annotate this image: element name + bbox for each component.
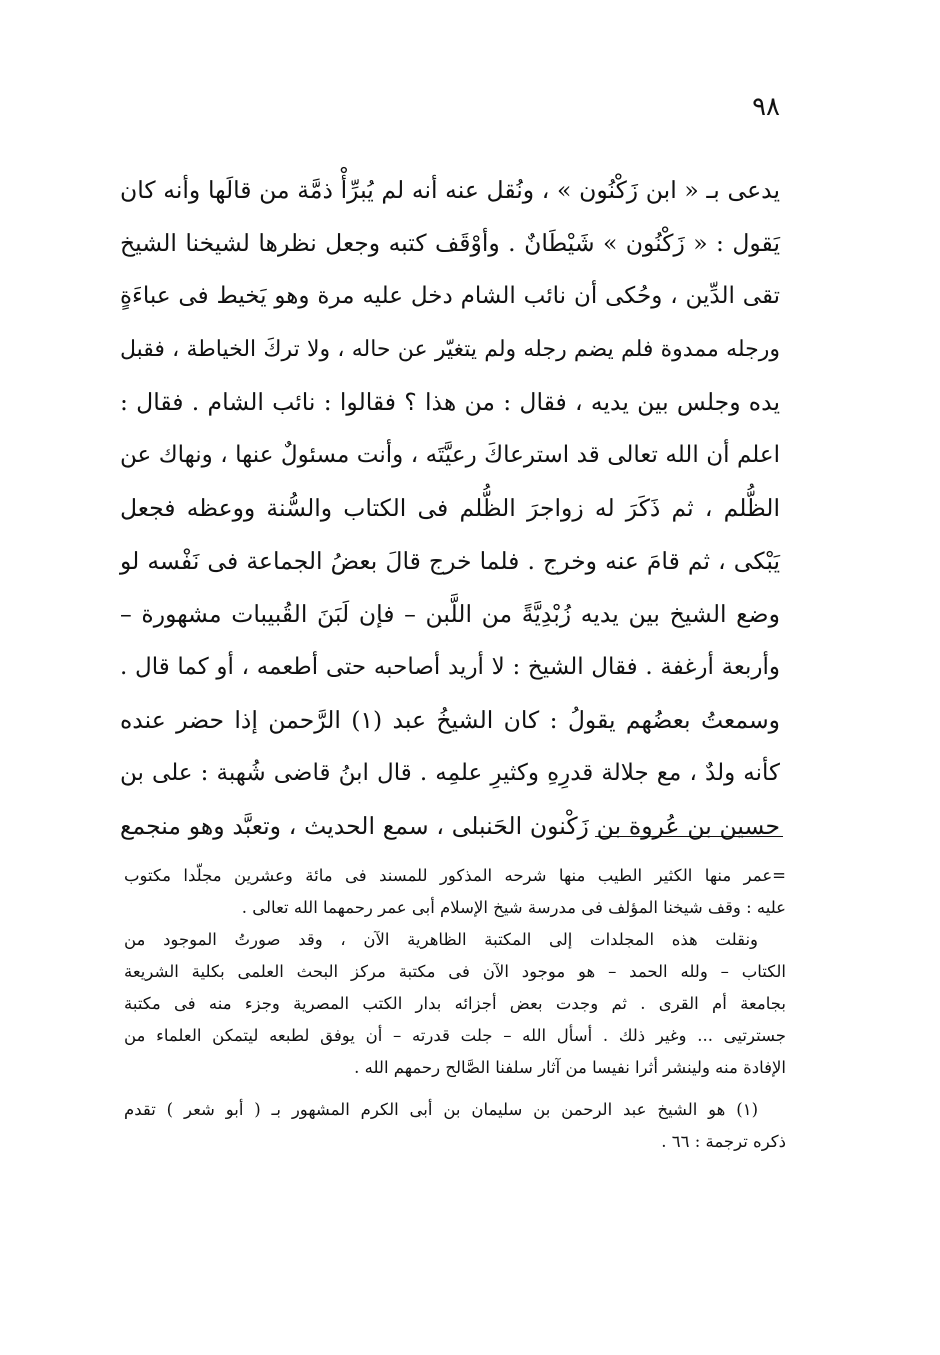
footnote-1-line: ذكره ترجمة : ٦٦ . bbox=[661, 1132, 786, 1151]
main-text-line: تقى الدِّين ، وحُكى أن نائب الشام دخل عليه مرة وهو يَخيط فى عباءَةٍ bbox=[120, 283, 780, 309]
main-text-line: وضع الشيخ بين يديه زُبْدِيَّةً من اللَّبن – فإن لَبَنَ القُبيبات مشهورة – bbox=[120, 600, 780, 628]
main-text-line: يَقول : « زَكْنُون » شَيْطَانٌ . وأوْقَف كتبه وجعل نظرها لشيخنا الشيخ bbox=[120, 229, 780, 257]
footnote-line: عليه : وقف شيخنا المؤلف فى مدرسة شيخ الإسلام أبى عمر رحمهما الله تعالى . bbox=[241, 898, 786, 917]
main-text-line: وسمعتُ بعضُهم يقولُ : كان الشيخُ عبد (١) الرَّحمن إذا حضر عنده bbox=[120, 706, 780, 734]
main-text-line: ورجله ممدوة فلم يضم رجله ولم يتغيّر عن حاله ، ولا تركَ الخياطة ، فقبل bbox=[120, 337, 780, 362]
footnote-line: بجامعة أم القرى . ثم وجدت بعض أجزائه بدار الكتب المصرية وجزء منه فى مكتبة bbox=[124, 994, 786, 1013]
footnote-line: الكتاب – ولله الحمد – هو موجود الآن فى مكتبة مركز البحث العلمى بكلية الشريعة bbox=[124, 962, 786, 981]
main-text-body bbox=[120, 164, 780, 853]
main-text-line: يَبْكى ، ثم قامَ عنه وخرج . فلما خرج قالَ بعضُ الجماعة فى نَفْسه لو bbox=[120, 547, 780, 575]
footnote-line: =عمر منها الكثير الطيب منها شرحه المذكور للمسند فى مائة وعشرين مجلّدا مكتوب bbox=[124, 866, 786, 885]
footnote-line: الإفادة منه ولينشر أثرا نفيسا من آثار سلفنا الصَّالح رحمهم الله . bbox=[354, 1058, 786, 1077]
footnotes-section bbox=[124, 860, 786, 1158]
footnote-line: ونقلت هذه المجلدات إلى المكتبة الظاهرية الآن ، وقد صورتُ الموجود من bbox=[124, 930, 758, 949]
main-text-line: يدعى بـ « ابن زَكْنُون » ، ونُقل عنه أنه لم يُبرِّأْ ذمَّة من قالَها وأنه كان bbox=[120, 176, 780, 204]
footnote-divider bbox=[595, 836, 783, 837]
footnote-1-line: (١) هو الشيخ عبد الرحمن بن سليمان بن أبى الكرم المشهور بـ ( أبو شعر ) تقدم bbox=[124, 1100, 758, 1119]
main-text-line: يده وجلس بين يديه ، فقال : من هذا ؟ فقالوا : نائب الشام . فقال : bbox=[120, 388, 780, 416]
main-text-line: حسين بن عُروة بن زَكْنون الحَنبلى ، سمع الحديث ، وتعبَّد وهو منجمع bbox=[120, 812, 780, 840]
main-text-line: وأربعة أرغفة . فقال الشيخ : لا أريد أصاحبه حتى أطعمه ، أو كما قال . bbox=[120, 654, 780, 680]
main-text-line: اعلم أن الله تعالى قد استرعاكَ رعيَّتَه ، وأنت مسئولٌ عنها ، ونهاك عن bbox=[120, 442, 780, 468]
main-text-line: كأنه ولدٌ ، مع جلالة قدرِهِ وكثيرِ علمِه . قال ابنُ قاضى شُهبة : على بن bbox=[120, 760, 780, 786]
footnote-line: جسترتيى ... وغير ذلك . أسأل الله – جلت قدرته – أن يوفق لطبعه ليتمكن العلماء من bbox=[124, 1026, 786, 1045]
page-number: ٩٨ bbox=[752, 92, 780, 122]
main-text-line: الظُّلم ، ثم ذَكَرَ له زواجرَ الظُّلم فى الكتاب والسُّنة ووعظه فجعل bbox=[120, 494, 780, 522]
footnote-gap bbox=[124, 1084, 786, 1094]
